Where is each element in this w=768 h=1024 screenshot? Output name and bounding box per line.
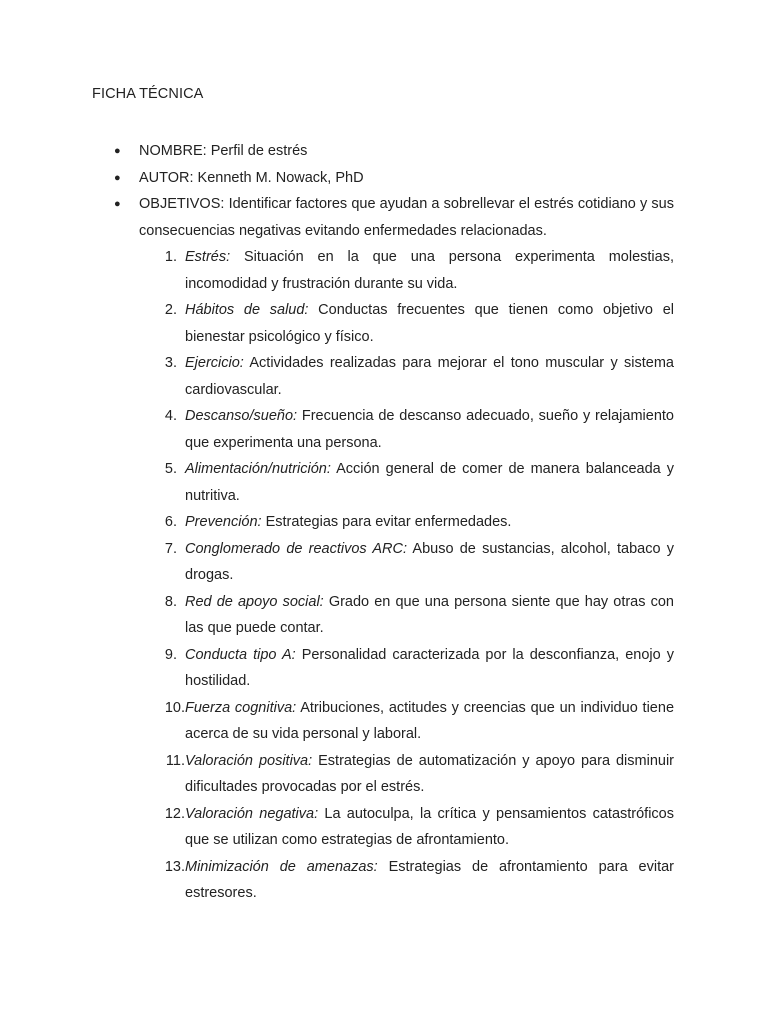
- definitions-list: [139, 244, 674, 907]
- definition-description: Estrategias de automatización y apoyo para disminuir dificultades provocadas por el estrés.: [185, 752, 674, 795]
- definition-item: [139, 509, 674, 536]
- definition-item: [139, 350, 674, 403]
- definition-term: Valoración negativa:: [185, 805, 319, 822]
- definition-number: 12.: [164, 805, 185, 822]
- bullet-text: NOMBRE: Perfil de estrés: [139, 143, 308, 159]
- definition-number: 8.: [164, 593, 177, 610]
- definition-term: Red de apoyo social:: [185, 593, 324, 610]
- definition-number: 1.: [164, 249, 177, 265]
- definition-description: Abuso de sustancias, alcohol, tabaco y drogas.: [185, 540, 674, 583]
- definition-item: [139, 456, 674, 509]
- definition-number: 11.: [165, 752, 185, 769]
- definition-description: La autoculpa, la crítica y pensamientos catastróficos que se utilizan como estrategias de afrontamiento.: [185, 805, 674, 848]
- bullet-text: AUTOR: Kenneth M. Nowack, PhD: [139, 169, 364, 186]
- definition-term: Conglomerado de reactivos ARC:: [185, 540, 407, 557]
- bullet-dot-icon: ●: [114, 171, 121, 184]
- bullet-item-objetivos: [0, 191, 674, 907]
- definition-term: Estrés:: [185, 249, 231, 265]
- definition-number: 5.: [164, 461, 177, 477]
- definition-term: Alimentación/nutrición:: [185, 461, 331, 477]
- definition-item: [139, 536, 674, 589]
- definition-number: 2.: [164, 302, 177, 318]
- definition-item: [139, 695, 674, 748]
- definition-term: Descanso/sueño:: [185, 408, 298, 424]
- definition-description: Estrategias para evitar enfermedades.: [261, 514, 512, 530]
- definition-number: 6.: [164, 514, 177, 530]
- definition-number: 10.: [164, 699, 185, 716]
- definition-item: [139, 748, 674, 801]
- definition-description: Atribuciones, actitudes y creencias que un individuo tiene acerca de su vida personal y laboral.: [185, 699, 675, 742]
- definition-item: [139, 854, 674, 907]
- bullet-text: OBJETIVOS: Identificar factores que ayudan a sobrellevar el estrés cotidiano y sus consecuencias negativas evitando enfermedades relacionadas.: [139, 196, 674, 239]
- page-title: FICHA TÉCNICA: [92, 86, 204, 102]
- definition-number: 4.: [164, 408, 177, 424]
- definition-description: Personalidad caracterizada por la desconfianza, enojo y hostilidad.: [185, 646, 674, 689]
- definition-description: Situación en la que una persona experimenta molestias, incomodidad y frustración durante su vida.: [185, 249, 674, 292]
- definition-number: 7.: [164, 540, 177, 557]
- bullet-list: [0, 138, 768, 907]
- definition-item: [139, 589, 674, 642]
- definition-description: Acción general de comer de manera balanceada y nutritiva.: [185, 461, 674, 504]
- bullet-dot-icon: ●: [114, 145, 121, 157]
- bullet-item-autor: [0, 165, 674, 192]
- definition-term: Fuerza cognitiva:: [185, 699, 297, 716]
- definition-description: Conductas frecuentes que tienen como objetivo el bienestar psicológico y físico.: [185, 302, 674, 345]
- definition-number: 3.: [164, 355, 177, 371]
- definition-description: Frecuencia de descanso adecuado, sueño y relajamiento que experimenta una persona.: [185, 408, 674, 451]
- definition-description: Grado en que una persona siente que hay otras con las que puede contar.: [185, 593, 674, 636]
- definition-number: 9.: [164, 646, 177, 663]
- definition-item: [139, 297, 674, 350]
- bullet-item-nombre: [0, 138, 674, 165]
- definition-term: Ejercicio:: [185, 355, 244, 371]
- definition-term: Minimización de amenazas:: [185, 858, 378, 875]
- definition-number: 13.: [164, 858, 185, 875]
- definition-item: [139, 403, 674, 456]
- definition-description: Actividades realizadas para mejorar el tono muscular y sistema cardiovascular.: [185, 355, 674, 398]
- definition-term: Prevención:: [185, 514, 262, 530]
- definition-term: Valoración positiva:: [185, 752, 313, 769]
- definition-description: Estrategias de afrontamiento para evitar estresores.: [185, 858, 674, 901]
- definition-term: Conducta tipo A:: [185, 646, 296, 663]
- definition-item: [139, 244, 674, 297]
- definition-item: [139, 642, 674, 695]
- definition-item: [139, 801, 674, 854]
- bullet-dot-icon: ●: [114, 198, 121, 210]
- definition-term: Hábitos de salud:: [185, 302, 309, 318]
